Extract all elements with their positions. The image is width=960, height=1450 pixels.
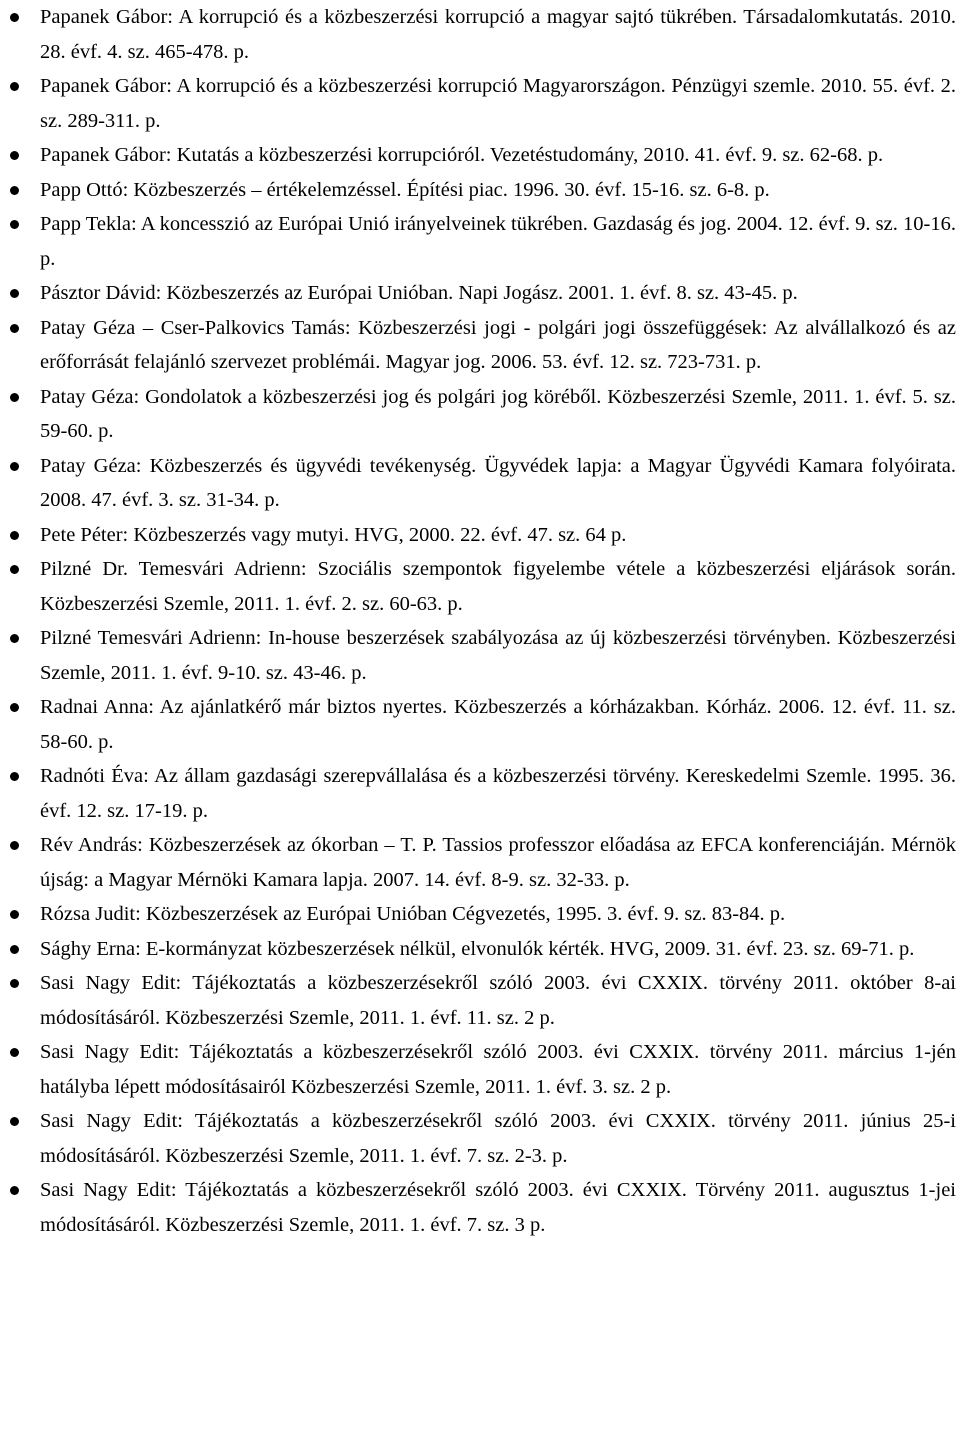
bullet-icon (10, 13, 19, 22)
bullet-icon (10, 910, 19, 919)
list-item (40, 1035, 956, 1104)
list-item (40, 897, 956, 932)
list-item (40, 1173, 956, 1242)
bullet-icon (10, 82, 19, 91)
bullet-icon (10, 772, 19, 781)
list-item (40, 449, 956, 518)
reference-text: Sasi Nagy Edit: Tájékoztatás a közbeszerzésekről szóló 2003. évi CXXIX. törvény 2011. október 8-ai módosításáról. Közbeszerzési Szemle, 2011. 1. évf. 11. sz. 2 p. (40, 972, 956, 1029)
bullet-icon (10, 634, 19, 643)
reference-text: Pilzné Temesvári Adrienn: In-house beszerzések szabályozása az új közbeszerzési törvényben. Közbeszerzési Szemle, 2011. 1. évf. 9-10. sz. 43-46. p. (40, 627, 956, 684)
list-item (40, 828, 956, 897)
bullet-icon (10, 324, 19, 333)
reference-text: Papp Ottó: Közbeszerzés – értékelemzéssel. Építési piac. 1996. 30. évf. 15-16. sz. 6-8. p. (40, 178, 770, 201)
reference-text: Patay Géza: Gondolatok a közbeszerzési jog és polgári jog köréből. Közbeszerzési Szemle, 2011. 1. évf. 5. sz. 59-60. p. (40, 385, 956, 442)
bullet-icon (10, 945, 19, 954)
reference-text: Radnai Anna: Az ajánlatkérő már biztos nyertes. Közbeszerzés a kórházakban. Kórház. 2006. 12. évf. 11. sz. 58-60. p. (40, 696, 956, 753)
list-item (40, 311, 956, 380)
bullet-icon (10, 1048, 19, 1057)
list-item (40, 0, 956, 69)
list-item (40, 966, 956, 1035)
reference-text: Papanek Gábor: A korrupció és a közbeszerzési korrupció a magyar sajtó tükrében. Társadalomkutatás. 2010. 28. évf. 4. sz. 465-478. p. (40, 6, 956, 63)
reference-text: Papp Tekla: A koncesszió az Európai Unió irányelveinek tükrében. Gazdaság és jog. 2004. 12. évf. 9. sz. 10-16. p. (40, 213, 956, 270)
list-item (40, 552, 956, 621)
list-item (40, 759, 956, 828)
list-item (40, 276, 956, 311)
list-item (40, 173, 956, 208)
reference-text: Pásztor Dávid: Közbeszerzés az Európai Unióban. Napi Jogász. 2001. 1. évf. 8. sz. 43-45. p. (40, 282, 798, 304)
reference-text: Rév András: Közbeszerzések az ókorban – T. P. Tassios professzor előadása az EFCA konferenciáján. Mérnök újság: a Magyar Mérnöki Kamara lapja. 2007. 14. évf. 8-9. sz. 32-33. p. (40, 834, 956, 891)
list-item (40, 1104, 956, 1173)
reference-text: Pete Péter: Közbeszerzés vagy mutyi. HVG, 2000. 22. évf. 47. sz. 64 p. (40, 523, 627, 546)
reference-text: Papanek Gábor: A korrupció és a közbeszerzési korrupció Magyarországon. Pénzügyi szemle. 2010. 55. évf. 2. sz. 289-311. p. (40, 75, 956, 132)
list-item (40, 621, 956, 690)
bullet-icon (10, 393, 19, 402)
reference-text: Rózsa Judit: Közbeszerzések az Európai Unióban Cégvezetés, 1995. 3. évf. 9. sz. 83-84. p. (40, 903, 786, 925)
bullet-icon (10, 841, 19, 850)
bullet-icon (10, 565, 19, 574)
bullet-icon (10, 531, 19, 540)
reference-text: Pilzné Dr. Temesvári Adrienn: Szociális szempontok figyelembe vétele a közbeszerzési eljárások során. Közbeszerzési Szemle, 2011. 1. évf. 2. sz. 60-63. p. (40, 558, 956, 615)
list-item (40, 380, 956, 449)
reference-text: Patay Géza – Cser-Palkovics Tamás: Közbeszerzési jogi - polgári jogi összefüggések: Az alvállalkozó és az erőforrását felajánló szervezet problémái. Magyar jog. 2006. 53. évf. 12. sz. 723-731. p. (40, 316, 956, 373)
reference-text: Sághy Erna: E-kormányzat közbeszerzések nélkül, elvonulók kérték. HVG, 2009. 31. évf. 23. sz. 69-71. p. (40, 937, 915, 960)
bullet-icon (10, 186, 19, 195)
bullet-icon (10, 1186, 19, 1195)
reference-text: Sasi Nagy Edit: Tájékoztatás a közbeszerzésekről szóló 2003. évi CXXIX. Törvény 2011. augusztus 1-jei módosításáról. Közbeszerzési Szemle, 2011. 1. évf. 7. sz. 3 p. (40, 1179, 956, 1236)
bullet-icon (10, 151, 19, 160)
list-item (40, 518, 956, 553)
list-item (40, 932, 956, 967)
bullet-icon (10, 979, 19, 988)
bullet-icon (10, 289, 19, 298)
bullet-icon (10, 703, 19, 712)
reference-text: Radnóti Éva: Az állam gazdasági szerepvállalása és a közbeszerzési törvény. Kereskedelmi Szemle. 1995. 36. évf. 12. sz. 17-19. p. (40, 765, 956, 822)
list-item (40, 207, 956, 276)
list-item (40, 138, 956, 173)
list-item (40, 690, 956, 759)
bullet-icon (10, 220, 19, 229)
reference-text: Sasi Nagy Edit: Tájékoztatás a közbeszerzésekről szóló 2003. évi CXXIX. törvény 2011. június 25-i módosításáról. Közbeszerzési Szemle, 2011. 1. évf. 7. sz. 2-3. p. (40, 1110, 956, 1167)
reference-text: Sasi Nagy Edit: Tájékoztatás a közbeszerzésekről szóló 2003. évi CXXIX. törvény 2011. március 1-jén hatályba lépett módosításairól Közbeszerzési Szemle, 2011. 1. évf. 3. sz. 2 p. (40, 1041, 956, 1098)
bullet-icon (10, 462, 19, 471)
reference-text: Patay Géza: Közbeszerzés és ügyvédi tevékenység. Ügyvédek lapja: a Magyar Ügyvédi Kamara folyóirata. 2008. 47. évf. 3. sz. 31-34. p. (40, 454, 956, 511)
list-item (40, 69, 956, 138)
bibliography-list (40, 0, 956, 1242)
bullet-icon (10, 1117, 19, 1126)
reference-text: Papanek Gábor: Kutatás a közbeszerzési korrupcióról. Vezetéstudomány, 2010. 41. évf. 9. sz. 62-68. p. (40, 144, 884, 166)
